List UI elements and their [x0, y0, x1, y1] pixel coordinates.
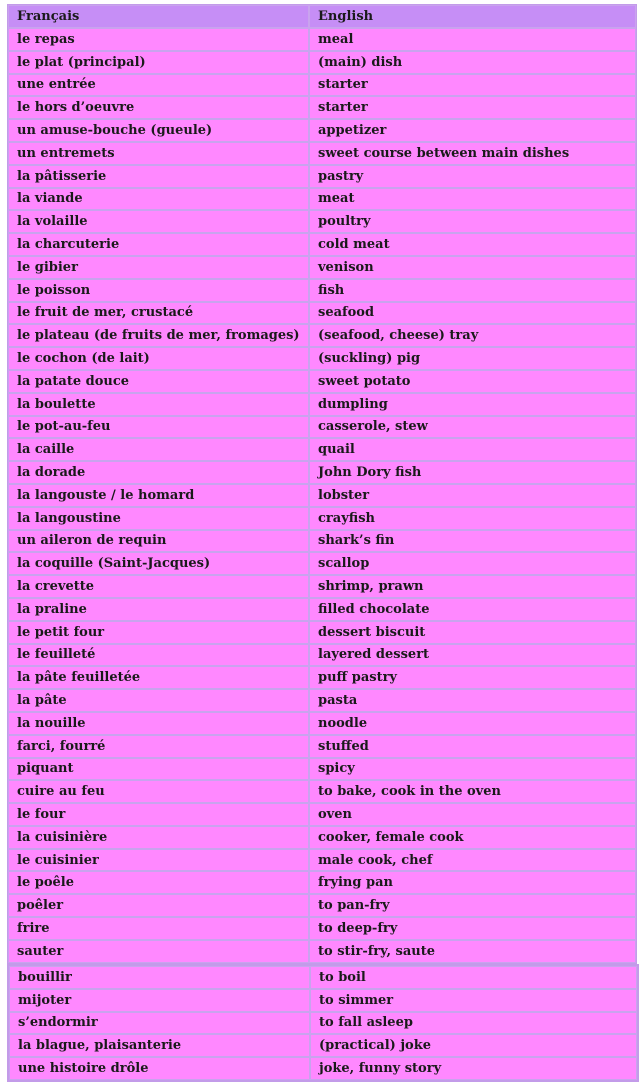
french-term-cell: la crevette — [8, 575, 309, 598]
english-term-cell: lobster — [309, 484, 636, 507]
french-term-cell: la volaille — [8, 210, 309, 233]
french-term-cell: un entremets — [8, 142, 309, 165]
table-row — [8, 96, 636, 119]
french-term-cell: le feuilleté — [8, 644, 309, 667]
french-term-cell: bouillir — [9, 966, 310, 989]
vocabulary-table-extra — [7, 964, 639, 1082]
french-term-cell: la nouille — [8, 712, 309, 735]
french-term-cell: le repas — [8, 28, 309, 51]
table-row — [8, 51, 636, 74]
english-term-cell: casserole, stew — [309, 416, 636, 439]
french-term-cell: le petit four — [8, 621, 309, 644]
french-term-cell: piquant — [8, 758, 309, 781]
english-term-cell: (main) dish — [309, 51, 636, 74]
table-row — [8, 644, 636, 667]
table-row — [8, 165, 636, 188]
english-term-cell: (practical) joke — [310, 1034, 637, 1057]
french-term-cell: le hors d’oeuvre — [8, 96, 309, 119]
english-term-cell: frying pan — [309, 871, 636, 894]
french-term-cell: le gibier — [8, 256, 309, 279]
english-term-cell: starter — [309, 74, 636, 97]
table-row — [8, 393, 636, 416]
table-row — [8, 279, 636, 302]
table-row — [8, 370, 636, 393]
table-row — [9, 1057, 637, 1080]
table-row — [8, 940, 636, 963]
english-term-cell: layered dessert — [309, 644, 636, 667]
french-term-cell: s’endormir — [9, 1012, 310, 1035]
english-term-cell: joke, funny story — [310, 1057, 637, 1080]
english-term-cell: to fall asleep — [310, 1012, 637, 1035]
french-term-cell: un amuse-bouche (gueule) — [8, 119, 309, 142]
french-term-cell: la patate douce — [8, 370, 309, 393]
table-row — [8, 666, 636, 689]
english-term-cell: dessert biscuit — [309, 621, 636, 644]
english-term-cell: starter — [309, 96, 636, 119]
english-term-cell: spicy — [309, 758, 636, 781]
english-term-cell: appetizer — [309, 119, 636, 142]
table-row — [8, 871, 636, 894]
table-row — [8, 484, 636, 507]
french-term-cell: la pâtisserie — [8, 165, 309, 188]
french-term-cell: la pâte — [8, 689, 309, 712]
french-term-cell: la praline — [8, 598, 309, 621]
table-row — [8, 780, 636, 803]
french-term-cell: la langouste / le homard — [8, 484, 309, 507]
english-term-cell: dumpling — [309, 393, 636, 416]
english-term-cell: noodle — [309, 712, 636, 735]
table-row — [8, 712, 636, 735]
table-row — [8, 849, 636, 872]
english-term-cell: filled chocolate — [309, 598, 636, 621]
english-term-cell: sweet potato — [309, 370, 636, 393]
english-term-cell: to pan-fry — [309, 894, 636, 917]
table-row — [8, 552, 636, 575]
english-term-cell: to bake, cook in the oven — [309, 780, 636, 803]
french-term-cell: le cuisinier — [8, 849, 309, 872]
french-term-cell: le four — [8, 803, 309, 826]
english-term-cell: pasta — [309, 689, 636, 712]
table-header-row — [8, 5, 636, 28]
english-term-cell: cooker, female cook — [309, 826, 636, 849]
table-row — [9, 1034, 637, 1057]
english-term-cell: cold meat — [309, 233, 636, 256]
table-row — [8, 894, 636, 917]
french-term-cell: un aileron de requin — [8, 530, 309, 553]
english-term-cell: sweet course between main dishes — [309, 142, 636, 165]
french-term-cell: le poêle — [8, 871, 309, 894]
french-term-cell: la dorade — [8, 461, 309, 484]
french-term-cell: la caille — [8, 438, 309, 461]
english-term-cell: (suckling) pig — [309, 347, 636, 370]
table-row — [8, 530, 636, 553]
french-term-cell: frire — [8, 917, 309, 940]
french-term-cell: la langoustine — [8, 507, 309, 530]
english-term-cell: to deep-fry — [309, 917, 636, 940]
french-term-cell: une histoire drôle — [9, 1057, 310, 1080]
table-row — [8, 302, 636, 325]
english-term-cell: venison — [309, 256, 636, 279]
french-term-cell: la boulette — [8, 393, 309, 416]
french-term-cell: le poisson — [8, 279, 309, 302]
table-row — [8, 233, 636, 256]
french-term-cell: la blague, plaisanterie — [9, 1034, 310, 1057]
french-term-cell: cuire au feu — [8, 780, 309, 803]
table-row — [8, 917, 636, 940]
english-term-cell: pastry — [309, 165, 636, 188]
table-row — [8, 416, 636, 439]
vocabulary-table — [7, 4, 637, 964]
french-term-cell: la coquille (Saint-Jacques) — [8, 552, 309, 575]
french-term-cell: le plat (principal) — [8, 51, 309, 74]
table-row — [9, 989, 637, 1012]
table-row — [8, 28, 636, 51]
french-term-cell: le fruit de mer, crustacé — [8, 302, 309, 325]
english-term-cell: (seafood, cheese) tray — [309, 324, 636, 347]
table-row — [8, 575, 636, 598]
french-term-cell: la pâte feuilletée — [8, 666, 309, 689]
table-row — [8, 74, 636, 97]
english-term-cell: to simmer — [310, 989, 637, 1012]
french-term-cell: farci, fourré — [8, 735, 309, 758]
french-term-cell: la viande — [8, 188, 309, 211]
table-row — [8, 803, 636, 826]
french-term-cell: le cochon (de lait) — [8, 347, 309, 370]
english-term-cell: seafood — [309, 302, 636, 325]
table-row — [8, 119, 636, 142]
column-header-english: English — [309, 5, 636, 28]
french-term-cell: poêler — [8, 894, 309, 917]
english-term-cell: stuffed — [309, 735, 636, 758]
english-term-cell: meat — [309, 188, 636, 211]
table-row — [8, 461, 636, 484]
french-term-cell: le pot-au-feu — [8, 416, 309, 439]
table-row — [8, 507, 636, 530]
english-term-cell: shark’s fin — [309, 530, 636, 553]
table-row — [8, 142, 636, 165]
column-header-french: Français — [8, 5, 309, 28]
table-row — [8, 324, 636, 347]
vocabulary-table-extra-body — [9, 966, 637, 1080]
english-term-cell: shrimp, prawn — [309, 575, 636, 598]
table-row — [8, 347, 636, 370]
table-row — [9, 966, 637, 989]
table-row — [8, 598, 636, 621]
french-term-cell: la cuisinière — [8, 826, 309, 849]
english-term-cell: oven — [309, 803, 636, 826]
french-term-cell: la charcuterie — [8, 233, 309, 256]
table-row — [8, 689, 636, 712]
french-term-cell: mijoter — [9, 989, 310, 1012]
table-row — [9, 1012, 637, 1035]
table-row — [8, 621, 636, 644]
english-term-cell: quail — [309, 438, 636, 461]
english-term-cell: to boil — [310, 966, 637, 989]
french-term-cell: le plateau (de fruits de mer, fromages) — [8, 324, 309, 347]
english-term-cell: John Dory fish — [309, 461, 636, 484]
english-term-cell: male cook, chef — [309, 849, 636, 872]
vocabulary-table-body — [8, 28, 636, 963]
english-term-cell: puff pastry — [309, 666, 636, 689]
french-term-cell: sauter — [8, 940, 309, 963]
english-term-cell: fish — [309, 279, 636, 302]
table-row — [8, 758, 636, 781]
english-term-cell: to stir-fry, saute — [309, 940, 636, 963]
english-term-cell: meal — [309, 28, 636, 51]
table-row — [8, 438, 636, 461]
table-row — [8, 210, 636, 233]
table-row — [8, 735, 636, 758]
table-row — [8, 826, 636, 849]
english-term-cell: scallop — [309, 552, 636, 575]
french-term-cell: une entrée — [8, 74, 309, 97]
english-term-cell: poultry — [309, 210, 636, 233]
english-term-cell: crayfish — [309, 507, 636, 530]
table-row — [8, 188, 636, 211]
table-row — [8, 256, 636, 279]
